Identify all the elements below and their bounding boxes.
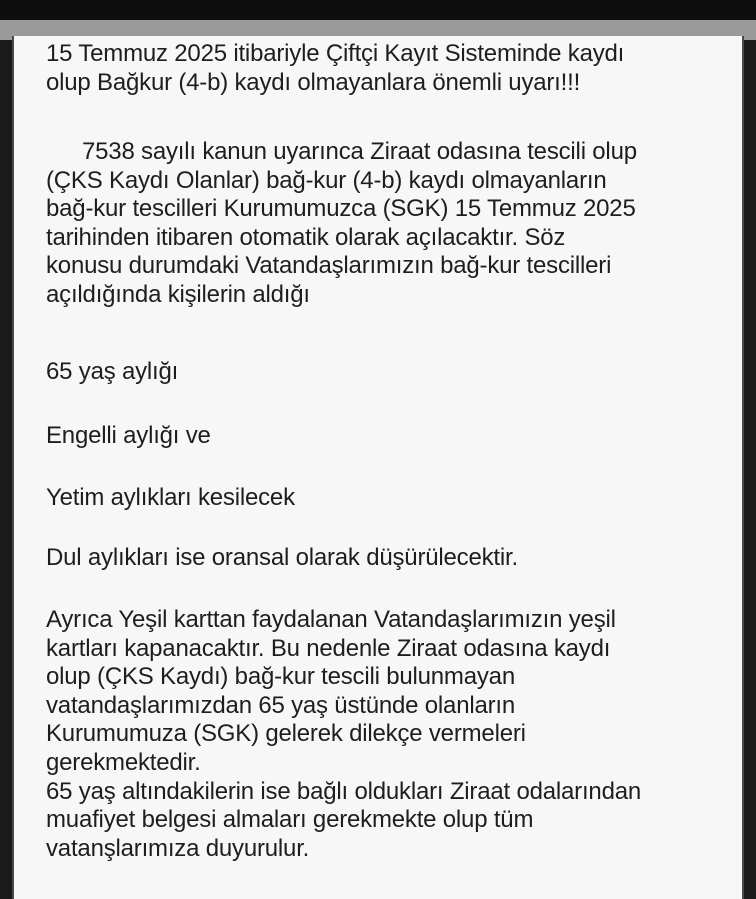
- top-dark-bar: [0, 0, 756, 20]
- announcement-note: [12, 36, 744, 899]
- intro-line: bağ-kur tescilleri Kurumumuzca (SGK) 15 Temmuz 2025: [46, 195, 636, 223]
- closing-line: gerekmektedir.: [46, 748, 201, 776]
- item-65-age-pension: [46, 358, 746, 387]
- item-text: Engelli aylığı ve: [46, 422, 211, 449]
- closing-line: vatanşlarımıza duyurulur.: [46, 834, 310, 862]
- closing-line: kartları kapanacaktır. Bu nedenle Ziraat odasına kaydı: [46, 634, 611, 662]
- item-text: Yetim aylıkları kesilecek: [46, 484, 295, 511]
- closing-line: Ayrıca Yeşil karttan faydalanan Vatandaşlarımızın yeşil: [46, 606, 616, 633]
- item-text: 65 yaş aylığı: [46, 358, 179, 385]
- announcement-heading: [46, 40, 746, 97]
- intro-paragraph: [46, 138, 746, 310]
- closing-line: 65 yaş altındakilerin ise bağlı oldukları Ziraat odalarından: [46, 777, 642, 805]
- item-orphan-pension: [46, 484, 746, 513]
- closing-line: vatandaşlarımızdan 65 yaş üstünde olanların: [46, 691, 516, 719]
- closing-line: olup (ÇKS Kaydı) bağ-kur tescili bulunmayan: [46, 663, 515, 691]
- intro-line: tarihinden itibaren otomatik olarak açılacaktır. Söz: [46, 223, 566, 251]
- heading-line: 15 Temmuz 2025 itibariyle Çiftçi Kayıt Sisteminde kaydı: [46, 40, 625, 67]
- item-disability-pension: [46, 422, 746, 451]
- closing-line: Kurumumuza (SGK) gelerek dilekçe vermeleri: [46, 720, 526, 748]
- heading-line: olup Bağkur (4-b) kaydı olmayanlara önemli uyarı!!!: [46, 68, 581, 96]
- closing-line: muafiyet belgesi almaları gerekmekte olup tüm: [46, 806, 534, 834]
- intro-line: açıldığında kişilerin aldığı: [46, 280, 310, 308]
- closing-paragraph: [46, 606, 746, 863]
- item-text: Dul aylıkları ise oransal olarak düşürülecektir.: [46, 544, 518, 571]
- item-widow-pension: [46, 544, 746, 573]
- intro-line: konusu durumdaki Vatandaşlarımızın bağ-kur tescilleri: [46, 252, 612, 280]
- intro-line: (ÇKS Kaydı Olanlar) bağ-kur (4-b) kaydı olmayanların: [46, 166, 607, 194]
- intro-line: 7538 sayılı kanun uyarınca Ziraat odasına tescili olup: [82, 138, 637, 165]
